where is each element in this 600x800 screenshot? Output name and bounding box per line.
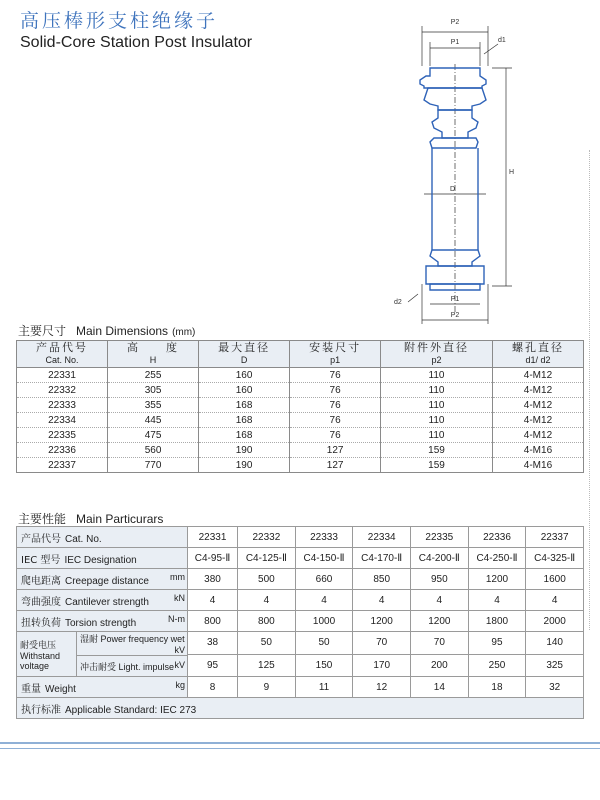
table-cell: 4-M16 bbox=[492, 458, 583, 473]
table-cell: 445 bbox=[108, 413, 199, 428]
dims-header-3: 安装尺寸 p1 bbox=[290, 341, 381, 368]
perf-standard: 执行标准 Applicable Standard: IEC 273 bbox=[17, 698, 584, 719]
perf-value-torsion: 1200 bbox=[353, 611, 411, 632]
table-cell: 110 bbox=[381, 383, 493, 398]
perf-value-iec: C4-95-Ⅱ bbox=[188, 548, 238, 569]
perf-row-torsion bbox=[17, 611, 584, 632]
dims-header-row bbox=[17, 341, 584, 368]
perf-value-creep: 380 bbox=[188, 569, 238, 590]
table-cell: 110 bbox=[381, 413, 493, 428]
right-margin-dots bbox=[589, 150, 592, 630]
perf-value-torsion: 2000 bbox=[526, 611, 584, 632]
perf-section-en: Main Particurars bbox=[76, 512, 164, 526]
perf-value-catno: 22335 bbox=[411, 527, 469, 548]
perf-value-cant: 4 bbox=[238, 590, 296, 611]
perf-value-li: 170 bbox=[353, 654, 411, 677]
dims-section-en: Main Dimensions bbox=[76, 324, 169, 338]
perf-value-torsion: 1200 bbox=[411, 611, 469, 632]
perf-row-creep bbox=[17, 569, 584, 590]
table-cell: 255 bbox=[108, 368, 199, 383]
table-cell: 4-M16 bbox=[492, 443, 583, 458]
perf-value-pfw: 70 bbox=[353, 632, 411, 655]
perf-value-cant: 4 bbox=[353, 590, 411, 611]
dims-header-1: 高 度 H bbox=[108, 341, 199, 368]
perf-value-cant: 4 bbox=[188, 590, 238, 611]
table-cell: 4-M12 bbox=[492, 413, 583, 428]
table-row bbox=[17, 383, 584, 398]
table-cell: 76 bbox=[290, 383, 381, 398]
table-cell: 76 bbox=[290, 398, 381, 413]
perf-value-torsion: 1000 bbox=[295, 611, 353, 632]
table-cell: 190 bbox=[199, 458, 290, 473]
perf-label-iec: IEC 型号 IEC Designation bbox=[17, 548, 188, 569]
perf-value-weight: 8 bbox=[188, 677, 238, 698]
dim-label-p1-top: P1 bbox=[450, 39, 460, 46]
perf-value-creep: 850 bbox=[353, 569, 411, 590]
table-cell: 160 bbox=[199, 383, 290, 398]
perf-value-weight: 9 bbox=[238, 677, 296, 698]
perf-label-cant: 弯曲强度 Cantilever strength kN bbox=[17, 590, 188, 611]
perf-value-pfw: 95 bbox=[468, 632, 526, 655]
table-cell: 76 bbox=[290, 428, 381, 443]
title-chinese: 高压棒形支柱绝缘子 bbox=[20, 10, 219, 32]
perf-value-torsion: 800 bbox=[188, 611, 238, 632]
table-cell: 770 bbox=[108, 458, 199, 473]
dimensions-table bbox=[16, 340, 584, 473]
table-cell: 110 bbox=[381, 428, 493, 443]
table-cell: 22337 bbox=[17, 458, 108, 473]
table-cell: 4-M12 bbox=[492, 398, 583, 413]
perf-row-catno bbox=[17, 527, 584, 548]
perf-label-weight: 重量 Weight kg bbox=[17, 677, 188, 698]
table-row bbox=[17, 458, 584, 473]
insulator-drawing bbox=[388, 14, 528, 326]
perf-section-title bbox=[18, 510, 163, 527]
perf-section-cn: 主要性能 bbox=[18, 512, 67, 526]
table-cell: 4-M12 bbox=[492, 368, 583, 383]
table-cell: 76 bbox=[290, 413, 381, 428]
perf-value-catno: 22331 bbox=[188, 527, 238, 548]
bottom-rule-1 bbox=[0, 742, 600, 744]
perf-value-creep: 500 bbox=[238, 569, 296, 590]
dim-label-d: D bbox=[450, 186, 456, 193]
perf-value-creep: 1200 bbox=[468, 569, 526, 590]
dims-header-5: 螺孔直径 d1/ d2 bbox=[492, 341, 583, 368]
dims-section-unit: (mm) bbox=[172, 327, 196, 338]
table-cell: 160 bbox=[199, 368, 290, 383]
perf-value-li: 325 bbox=[526, 654, 584, 677]
perf-label-catno: 产品代号 Cat. No. bbox=[17, 527, 188, 548]
table-cell: 22332 bbox=[17, 383, 108, 398]
perf-value-iec: C4-125-Ⅱ bbox=[238, 548, 296, 569]
table-cell: 305 bbox=[108, 383, 199, 398]
perf-value-cant: 4 bbox=[526, 590, 584, 611]
perf-label-withstand: 耐受电压 Withstand voltage 湿耐 Power frequency wet kV 冲击耐受 Light. impulse kV bbox=[17, 632, 188, 677]
table-cell: 22336 bbox=[17, 443, 108, 458]
table-cell: 22335 bbox=[17, 428, 108, 443]
perf-value-li: 125 bbox=[238, 654, 296, 677]
perf-value-torsion: 1800 bbox=[468, 611, 526, 632]
table-cell: 159 bbox=[381, 458, 493, 473]
dims-section-cn: 主要尺寸 bbox=[18, 324, 67, 338]
table-cell: 168 bbox=[199, 413, 290, 428]
perf-value-catno: 22332 bbox=[238, 527, 296, 548]
perf-value-li: 250 bbox=[468, 654, 526, 677]
perf-value-li: 150 bbox=[295, 654, 353, 677]
table-cell: 168 bbox=[199, 428, 290, 443]
perf-label-li: 冲击耐受 Light. impulse kV bbox=[77, 656, 188, 677]
dims-header-2: 最大直径 D bbox=[199, 341, 290, 368]
table-cell: 110 bbox=[381, 398, 493, 413]
perf-value-creep: 660 bbox=[295, 569, 353, 590]
perf-value-torsion: 800 bbox=[238, 611, 296, 632]
dims-header-0: 产品代号 Cat. No. bbox=[17, 341, 108, 368]
table-cell: 355 bbox=[108, 398, 199, 413]
dim-label-h: H bbox=[509, 169, 515, 176]
perf-label-creep: 爬电距离 Creepage distance mm bbox=[17, 569, 188, 590]
perf-value-pfw: 50 bbox=[295, 632, 353, 655]
table-cell: 190 bbox=[199, 443, 290, 458]
table-cell: 159 bbox=[381, 443, 493, 458]
perf-value-catno: 22333 bbox=[295, 527, 353, 548]
perf-value-catno: 22334 bbox=[353, 527, 411, 548]
table-cell: 76 bbox=[290, 368, 381, 383]
table-cell: 127 bbox=[290, 458, 381, 473]
perf-value-pfw: 38 bbox=[188, 632, 238, 655]
perf-row-std bbox=[17, 698, 584, 719]
dim-label-p2-bottom: P2 bbox=[450, 312, 460, 319]
perf-value-iec: C4-200-Ⅱ bbox=[411, 548, 469, 569]
perf-value-catno: 22337 bbox=[526, 527, 584, 548]
perf-value-pfw: 140 bbox=[526, 632, 584, 655]
perf-value-iec: C4-170-Ⅱ bbox=[353, 548, 411, 569]
perf-label-torsion: 扭转负荷 Torsion strength N-m bbox=[17, 611, 188, 632]
dim-label-p1-bottom: P1 bbox=[450, 296, 460, 303]
table-cell: 168 bbox=[199, 398, 290, 413]
dim-label-p2-top: P2 bbox=[450, 19, 460, 26]
perf-value-cant: 4 bbox=[411, 590, 469, 611]
perf-row-cant bbox=[17, 590, 584, 611]
table-cell: 22331 bbox=[17, 368, 108, 383]
perf-value-catno: 22336 bbox=[468, 527, 526, 548]
table-cell: 22333 bbox=[17, 398, 108, 413]
perf-value-weight: 18 bbox=[468, 677, 526, 698]
table-cell: 560 bbox=[108, 443, 199, 458]
perf-value-iec: C4-325-Ⅱ bbox=[526, 548, 584, 569]
perf-value-iec: C4-150-Ⅱ bbox=[295, 548, 353, 569]
bottom-rule-2 bbox=[0, 748, 600, 749]
perf-row-pfw bbox=[17, 632, 584, 655]
perf-label-pfw: 湿耐 Power frequency wet kV bbox=[77, 632, 188, 656]
table-cell: 4-M12 bbox=[492, 428, 583, 443]
table-cell: 110 bbox=[381, 368, 493, 383]
dim-label-d2: d2 bbox=[394, 299, 402, 306]
table-cell: 127 bbox=[290, 443, 381, 458]
perf-row-weight bbox=[17, 677, 584, 698]
table-row bbox=[17, 413, 584, 428]
table-row bbox=[17, 368, 584, 383]
perf-value-iec: C4-250-Ⅱ bbox=[468, 548, 526, 569]
table-cell: 22334 bbox=[17, 413, 108, 428]
perf-value-li: 95 bbox=[188, 654, 238, 677]
perf-value-cant: 4 bbox=[295, 590, 353, 611]
perf-value-pfw: 50 bbox=[238, 632, 296, 655]
perf-value-creep: 1600 bbox=[526, 569, 584, 590]
table-row bbox=[17, 443, 584, 458]
perf-value-weight: 32 bbox=[526, 677, 584, 698]
perf-value-cant: 4 bbox=[468, 590, 526, 611]
perf-row-iec bbox=[17, 548, 584, 569]
perf-value-weight: 14 bbox=[411, 677, 469, 698]
dims-header-4: 附件外直径 p2 bbox=[381, 341, 493, 368]
perf-value-li: 200 bbox=[411, 654, 469, 677]
perf-value-weight: 11 bbox=[295, 677, 353, 698]
table-row bbox=[17, 428, 584, 443]
perf-value-creep: 950 bbox=[411, 569, 469, 590]
perf-value-pfw: 70 bbox=[411, 632, 469, 655]
perf-value-weight: 12 bbox=[353, 677, 411, 698]
table-row bbox=[17, 398, 584, 413]
particulars-table bbox=[16, 526, 584, 719]
dims-section-title bbox=[18, 322, 195, 339]
dim-label-d1: d1 bbox=[498, 37, 506, 44]
table-cell: 475 bbox=[108, 428, 199, 443]
title-english: Solid-Core Station Post Insulator bbox=[20, 34, 253, 51]
table-cell: 4-M12 bbox=[492, 383, 583, 398]
